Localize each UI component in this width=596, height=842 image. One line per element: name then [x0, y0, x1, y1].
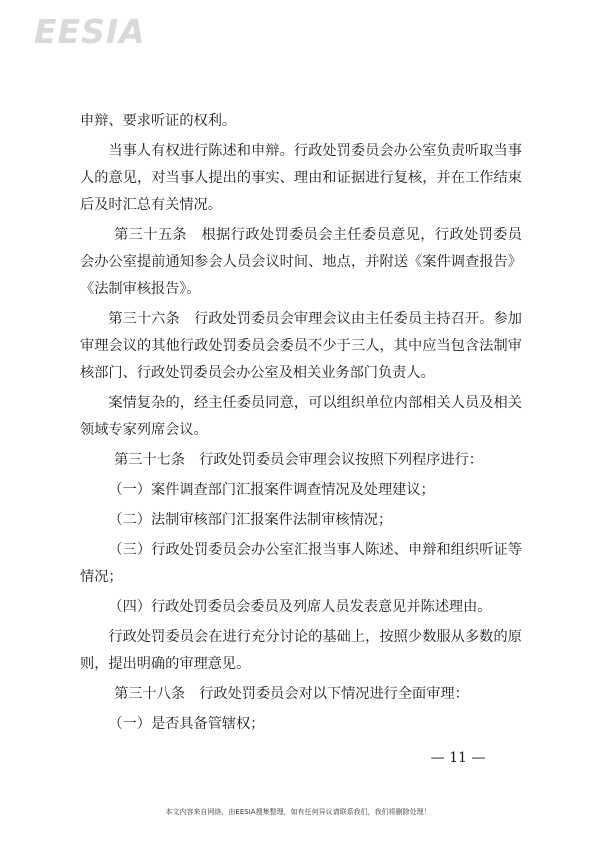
- paragraph-continuation: 申辩、要求听证的权利。: [80, 113, 237, 129]
- footer-disclaimer: 本文内容来自网络，由EESIA搜集整理，如有任何异议请联系我们，我们将删除处理！: [165, 808, 431, 816]
- article-38: 第三十八条 行政处罚委员会对以下情况进行全面审理：: [114, 686, 469, 702]
- list-item: （一）案件调查部门汇报案件调查情况及处理建议；: [108, 482, 435, 498]
- paragraph: 行政处罚委员会在进行充分讨论的基础上，按照少数服从多数的原则，提出明确的审理意见。: [80, 629, 522, 672]
- list-item: （一）是否具备管辖权；: [108, 716, 265, 732]
- list-item: （三）行政处罚委员会办公室汇报当事人陈述、申辩和组织听证等情况；: [80, 542, 522, 585]
- article-35: 第三十五条 根据行政处罚委员会主任委员意见，行政处罚委员会办公室提前通知参会人员会议时间、地点，并附送《案件调查报告》《法制审核报告》。: [80, 227, 522, 297]
- paragraph: 当事人有权进行陈述和申辩。行政处罚委员会办公室负责听取当事人的意见，对当事人提出的事实、理由和证据进行复核，并在工作结束后及时汇总有关情况。: [80, 143, 522, 213]
- eesia-logo: EESIA: [34, 12, 146, 51]
- list-item: （四）行政处罚委员会委员及列席人员发表意见并陈述理由。: [108, 599, 492, 615]
- article-37: 第三十七条 行政处罚委员会审理会议按照下列程序进行：: [114, 452, 483, 468]
- paragraph: 案情复杂的，经主任委员同意，可以组织单位内部相关人员及相关领域专家列席会议。: [80, 395, 522, 438]
- document-body: [80, 108, 522, 741]
- list-item: （二）法制审核部门汇报案件法制审核情况；: [108, 512, 393, 528]
- page-number: — 11 —: [430, 750, 486, 766]
- article-36: 第三十六条 行政处罚委员会审理会议由主任委员主持召开。参加审理会议的其他行政处罚委员会委员不少于三人，其中应当包含法制审核部门、行政处罚委员会办公室及相关业务部门负责人。: [80, 311, 522, 381]
